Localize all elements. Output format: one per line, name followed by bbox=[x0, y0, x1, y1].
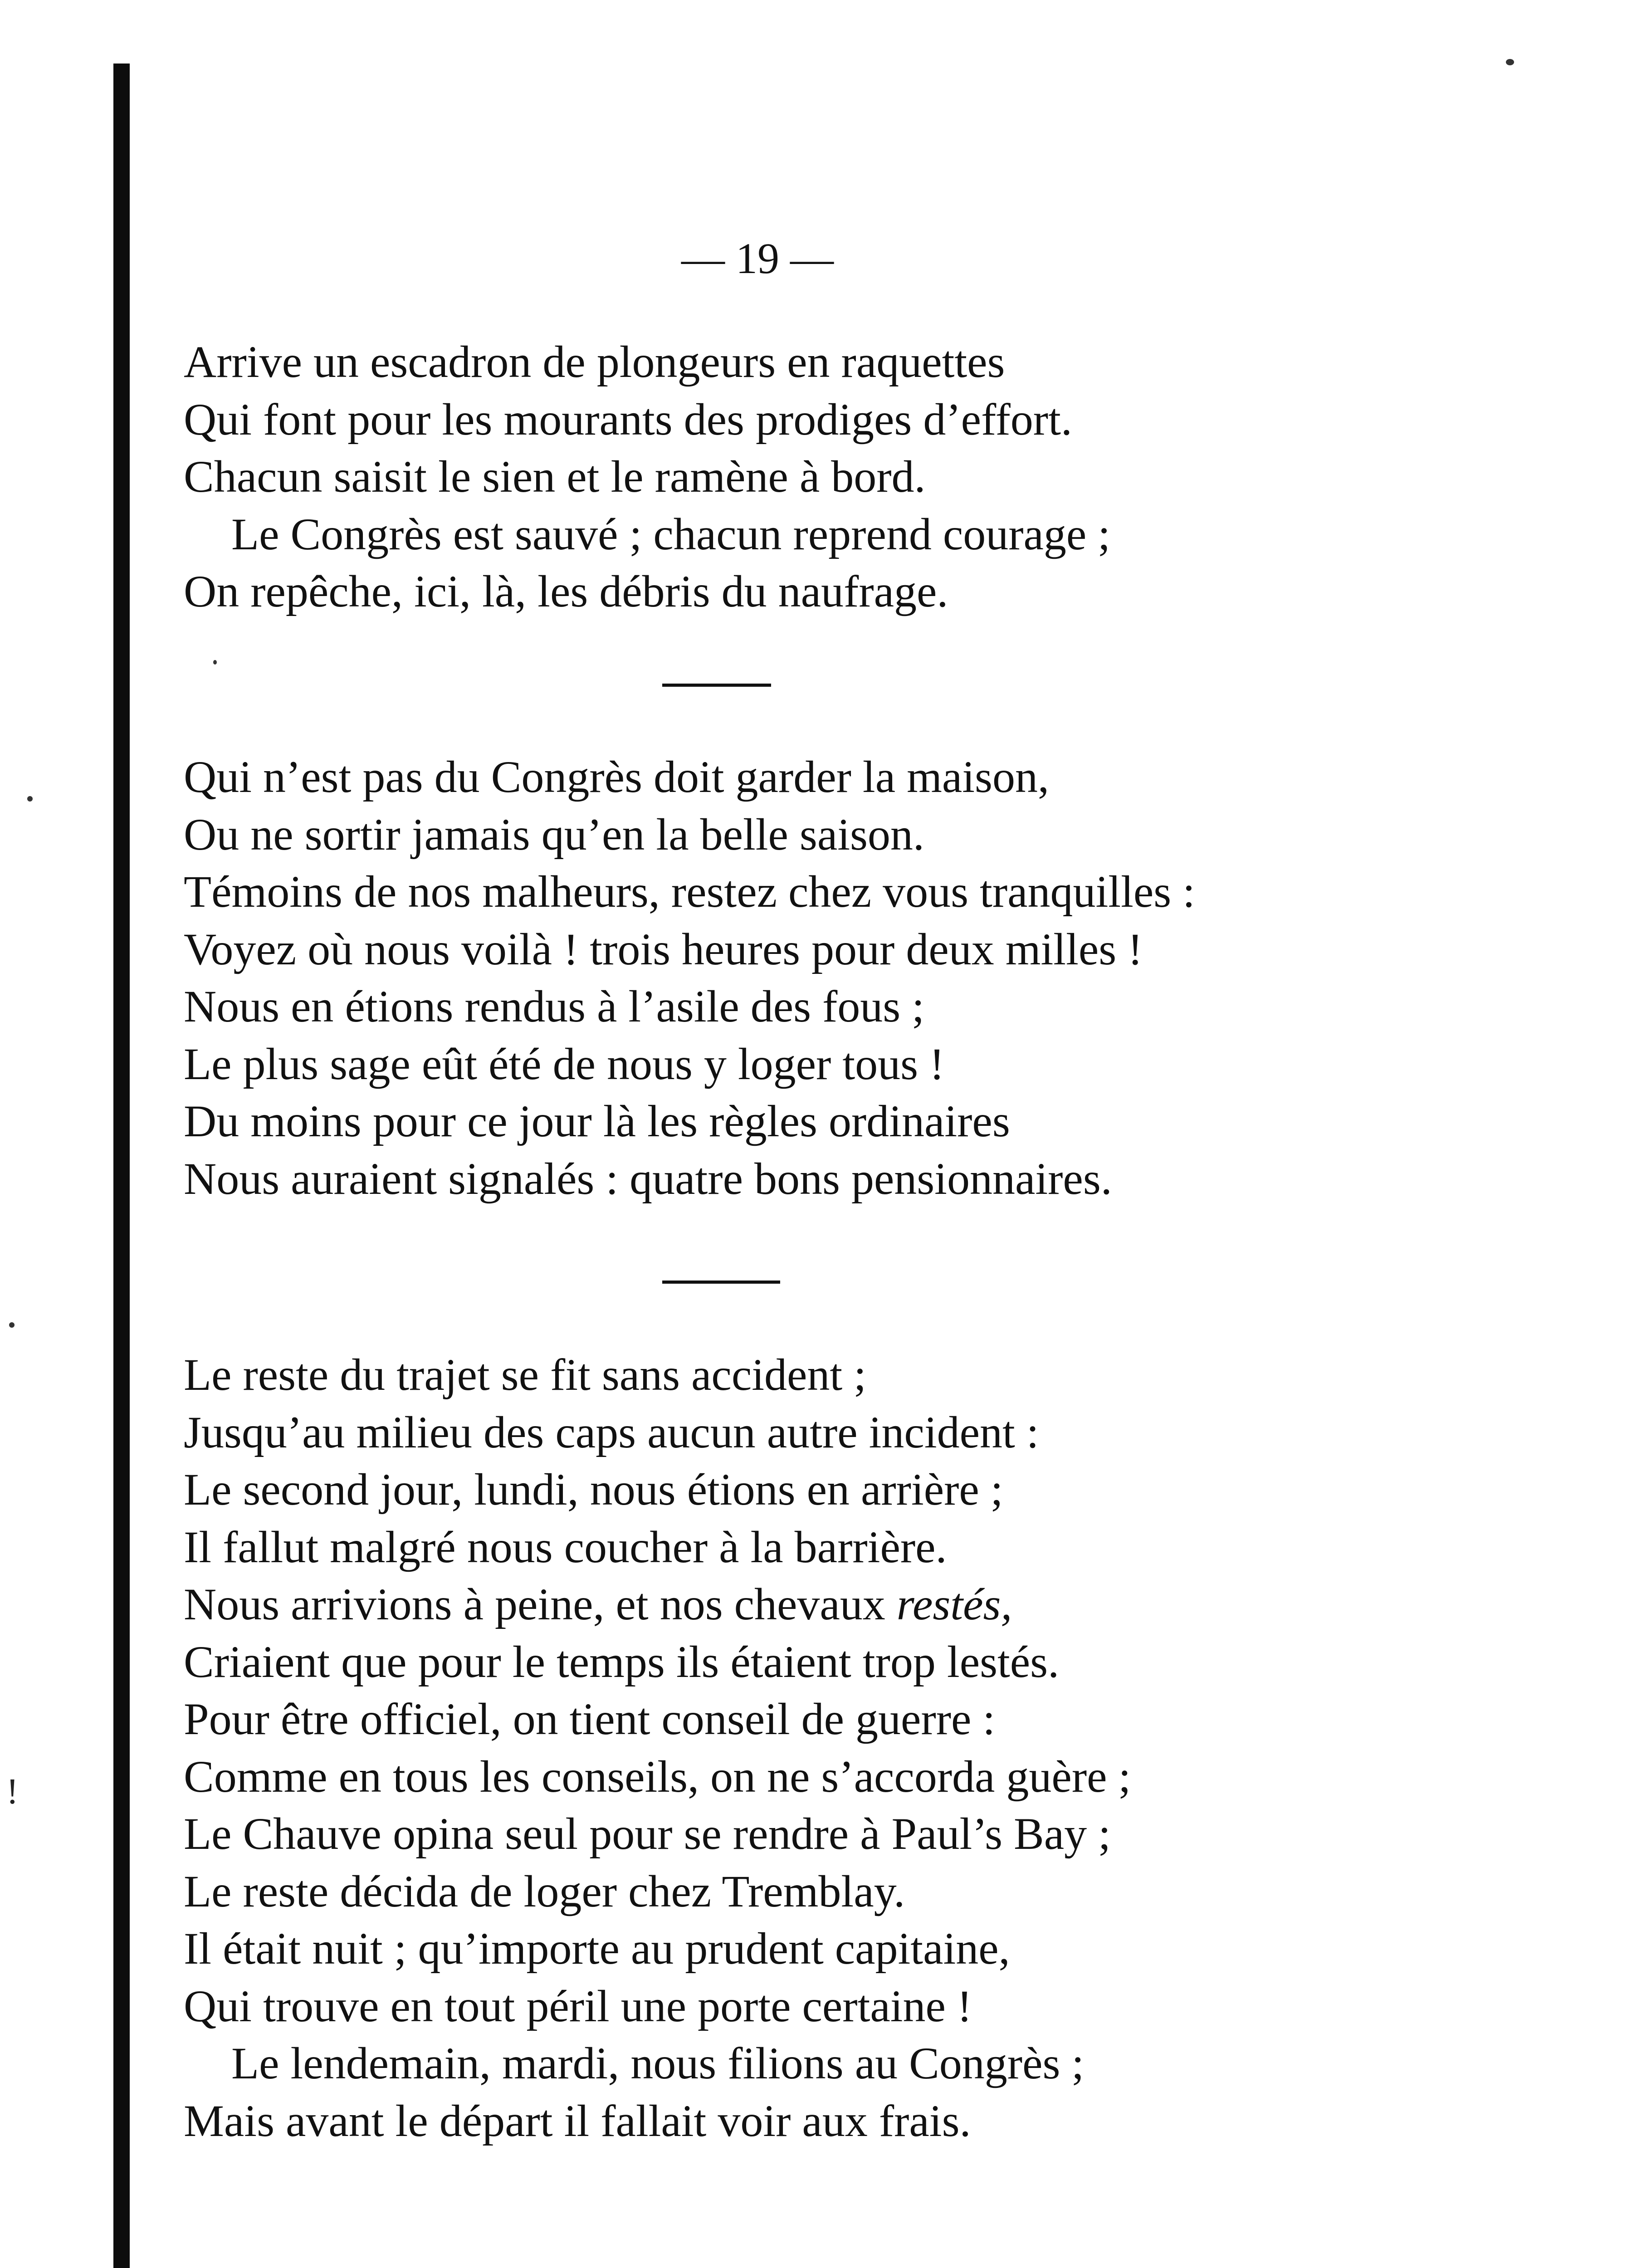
verse-line: Le plus sage eût été de nous y loger tous ! bbox=[184, 1038, 945, 1089]
stanza-2 bbox=[184, 748, 1295, 1207]
verse-line: Le lendemain, mardi, nous filions au Congrès ; bbox=[231, 2038, 1085, 2088]
verse-line: Mais avant le départ il fallait voir aux frais. bbox=[184, 2095, 971, 2146]
section-divider bbox=[662, 1281, 780, 1284]
verse-line: Il était nuit ; qu’importe au prudent capitaine, bbox=[184, 1923, 1010, 1974]
margin-exclamation-mark: ! bbox=[6, 1772, 19, 1812]
scan-speck bbox=[213, 660, 217, 665]
scan-speck bbox=[27, 796, 33, 802]
page-number: — 19 — bbox=[681, 234, 834, 283]
scan-speck bbox=[1506, 59, 1514, 65]
scan-speck bbox=[9, 1322, 15, 1328]
stanza-3 bbox=[184, 1346, 1295, 2150]
verse-line: On repêche, ici, là, les débris du naufrage. bbox=[184, 566, 948, 616]
verse-line: Criaient que pour le temps ils étaient trop lestés. bbox=[184, 1636, 1060, 1687]
section-divider bbox=[662, 684, 771, 687]
verse-line: Jusqu’au milieu des caps aucun autre incident : bbox=[184, 1407, 1039, 1457]
verse-line: Nous en étions rendus à l’asile des fous ; bbox=[184, 981, 925, 1031]
stanza-1 bbox=[184, 333, 1295, 621]
verse-line: Chacun saisit le sien et le ramène à bord. bbox=[184, 451, 926, 502]
verse-line: Arrive un escadron de plongeurs en raquettes bbox=[184, 337, 1005, 387]
verse-line: Le reste du trajet se fit sans accident ; bbox=[184, 1349, 866, 1400]
verse-text: Nous arrivions à peine, et nos chevaux bbox=[184, 1579, 897, 1629]
verse-line: Qui n’est pas du Congrès doit garder la maison, bbox=[184, 752, 1049, 802]
verse-line: Qui trouve en tout péril une porte certaine ! bbox=[184, 1980, 972, 2031]
verse-line: Le reste décida de loger chez Tremblay. bbox=[184, 1866, 905, 1916]
verse-line: Témoins de nos malheurs, restez chez vous tranquilles : bbox=[184, 866, 1195, 917]
verse-line bbox=[184, 1576, 1295, 1633]
verse-line: Pour être officiel, on tient conseil de guerre : bbox=[184, 1694, 996, 1744]
binding-edge bbox=[113, 64, 130, 2268]
verse-line: Le second jour, lundi, nous étions en arrière ; bbox=[184, 1464, 1003, 1515]
verse-line: Comme en tous les conseils, on ne s’accorda guère ; bbox=[184, 1751, 1131, 1802]
verse-line: Il fallut malgré nous coucher à la barrière. bbox=[184, 1521, 947, 1572]
verse-line: Du moins pour ce jour là les règles ordinaires bbox=[184, 1096, 1010, 1146]
verse-line: Ou ne sortir jamais qu’en la belle saison. bbox=[184, 809, 924, 860]
italic-word: restés, bbox=[896, 1579, 1012, 1629]
verse-line: Voyez où nous voilà ! trois heures pour deux milles ! bbox=[184, 924, 1143, 974]
verse-line: Le Chauve opina seul pour se rendre à Paul’s Bay ; bbox=[184, 1809, 1111, 1859]
verse-line: Le Congrès est sauvé ; chacun reprend courage ; bbox=[231, 508, 1111, 559]
verse-line: Qui font pour les mourants des prodiges d’effort. bbox=[184, 394, 1072, 445]
verse-line: Nous auraient signalés : quatre bons pensionnaires. bbox=[184, 1153, 1112, 1204]
